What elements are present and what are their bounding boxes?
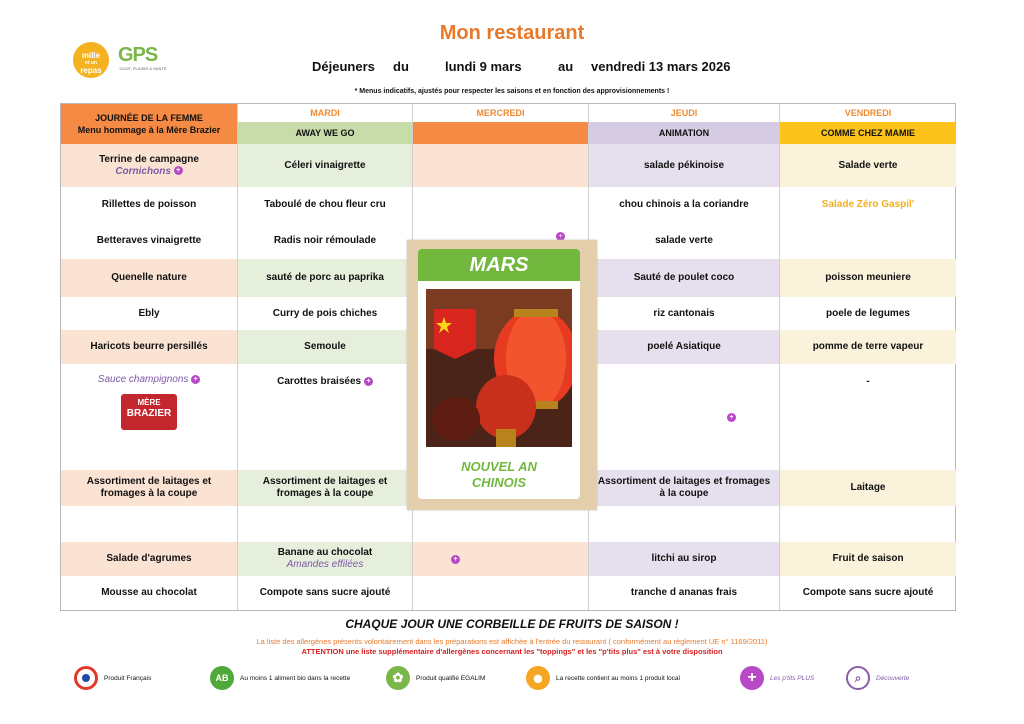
menu-cell — [589, 506, 779, 542]
theme-wednesday — [413, 122, 588, 144]
menu-cell: Betteraves vinaigrette — [96, 235, 202, 246]
menu-cell: salade pékinoise — [589, 144, 779, 187]
menu-cell: Carottes braisées + — [238, 364, 412, 470]
poster-caption: NOUVEL AN CHINOIS — [461, 459, 537, 490]
menu-cell: Curry de pois chiches — [272, 307, 378, 319]
menu-cell: Rillettes de poisson — [101, 199, 197, 210]
page-title: Mon restaurant — [439, 22, 585, 44]
menu-cell — [780, 223, 956, 259]
theme-thursday: ANIMATION — [589, 122, 779, 144]
legend-french-product: Produit Français — [74, 665, 151, 691]
monday-column — [61, 104, 238, 610]
menu-cell: Haricots beurre persillés — [61, 330, 237, 364]
menu-cell: litchi au sirop — [589, 542, 779, 576]
menu-cell: Fruit de saison — [780, 542, 956, 576]
menu-cell: Salade Zéro Gaspil' — [821, 199, 915, 210]
menu-cell: Assortiment de laitages et fromages à la coupe — [589, 470, 779, 506]
chinese-new-year-poster — [407, 240, 597, 510]
day-header-tuesday: MARDI — [310, 108, 340, 118]
mille-et-un-repas-logo: mille et un repas — [73, 42, 109, 78]
friday-column — [780, 104, 956, 610]
mere-brazier-logo: MÈRE BRAZIER — [121, 394, 177, 430]
theme-friday: COMME CHEZ MAMIE — [780, 122, 956, 144]
menu-cell — [589, 364, 779, 470]
menu-cell: - — [866, 376, 870, 387]
legend-organic: AB Au moins 1 aliment bio dans la recette — [210, 665, 350, 691]
theme-tuesday: AWAY WE GO — [238, 122, 412, 144]
ptits-plus-icon: + — [451, 555, 460, 564]
lantern-image — [426, 289, 572, 447]
organic-ab-icon: AB — [210, 666, 234, 690]
legend-ptits-plus: + Les p'tits PLUS — [740, 665, 814, 691]
day-header-friday: VENDREDI — [844, 108, 892, 118]
dates-au: au — [558, 59, 574, 74]
menu-cell — [413, 144, 588, 187]
egalim-icon: ✿ — [386, 666, 410, 690]
legend-discovery: ⌕ Découverte — [846, 665, 909, 691]
menu-cell — [238, 506, 412, 542]
allergen-warning: ATTENTION une liste supplémentaire d'allergènes concernant les "toppings" et les "p'tits plus" est à votre disposition — [301, 647, 723, 656]
local-product-icon: ⬤ — [526, 666, 550, 690]
fruit-basket-note: CHAQUE JOUR UNE CORBEILLE DE FRUITS DE SAISON ! — [345, 617, 679, 631]
menu-cell: Salade d'agrumes — [61, 542, 237, 576]
menu-cell: pomme de terre vapeur — [780, 330, 956, 364]
ptits-plus-icon: + — [727, 413, 736, 422]
menu-cell: Assortiment de laitages et fromages à la coupe — [61, 470, 237, 506]
menu-cell — [413, 542, 588, 576]
dates-end: vendredi 13 mars 2026 — [591, 59, 731, 74]
menu-cell: Céleri vinaigrette — [238, 144, 412, 187]
menu-cell: riz cantonais — [653, 307, 715, 319]
menu-cell: Assortiment de laitages et fromages à la coupe — [238, 470, 412, 506]
ptits-plus-icon: + — [556, 232, 565, 241]
ptits-plus-icon: + — [191, 375, 200, 384]
dates-start: lundi 9 mars — [445, 59, 522, 74]
poster-month: MARS — [418, 249, 580, 281]
menu-cell: Salade verte — [780, 144, 956, 187]
menu-note: * Menus indicatifs, ajustés pour respecter les saisons et en fonction des approvisionnements ! — [354, 88, 670, 95]
legend-egalim: ✿ Produit qualifié EGALIM — [386, 665, 485, 691]
menu-cell: Laitage — [780, 470, 956, 506]
menu-cell: Sauté de poulet coco — [589, 259, 779, 297]
allergen-note: La liste des allergènes présents volontairement dans les préparations est affichée à l'entrée du restaurant ( conformément au règlement UE n° 1169/2011) — [256, 637, 768, 646]
menu-cell: Terrine de campagne Cornichons + — [61, 144, 237, 187]
menu-cell: poele de legumes — [826, 307, 910, 319]
menu-cell — [61, 506, 237, 542]
menu-cell: Compote sans sucre ajouté — [259, 587, 391, 598]
menu-cell: Quenelle nature — [61, 259, 237, 297]
menu-cell: poisson meuniere — [780, 259, 956, 297]
legend-local: ⬤ La recette contient au moins 1 produit local — [526, 665, 680, 691]
gps-logo: GPS GOÛT, PLAISIR & SANTÉ — [118, 44, 167, 71]
menu-cell: Sauce champignons + MÈRE BRAZIER — [61, 364, 237, 470]
menu-cell: Ebly — [138, 307, 160, 319]
menu-cell: chou chinois a la coriandre — [619, 199, 749, 210]
dates-label: Déjeuners — [312, 59, 375, 74]
menu-cell: Mousse au chocolat — [101, 587, 197, 598]
day-header-wednesday: MERCREDI — [476, 108, 525, 118]
ptits-plus-icon: + — [174, 166, 183, 175]
day-header-thursday: JEUDI — [670, 108, 698, 118]
monday-header: JOURNÉE DE LA FEMME Menu hommage à la Mère Brazier — [61, 104, 237, 144]
ptits-plus-icon: + — [364, 377, 373, 386]
tuesday-column — [238, 104, 413, 610]
discovery-icon: ⌕ — [846, 666, 870, 690]
menu-cell: Taboulé de chou fleur cru — [264, 199, 386, 210]
menu-cell: Banane au chocolat Amandes effilées — [238, 542, 412, 576]
menu-cell — [780, 506, 956, 542]
menu-cell: sauté de porc au paprika — [238, 259, 412, 297]
menu-cell: poelé Asiatique — [589, 330, 779, 364]
menu-cell: salade verte — [655, 235, 713, 246]
ptits-plus-icon: + — [740, 666, 764, 690]
thursday-column — [589, 104, 780, 610]
menu-cell: Compote sans sucre ajouté — [802, 587, 934, 598]
french-product-icon — [74, 666, 98, 690]
menu-cell: Radis noir rémoulade — [273, 235, 377, 246]
menu-cell: tranche d ananas frais — [630, 587, 738, 598]
menu-cell: Semoule — [238, 330, 412, 364]
dates-du: du — [393, 59, 409, 74]
